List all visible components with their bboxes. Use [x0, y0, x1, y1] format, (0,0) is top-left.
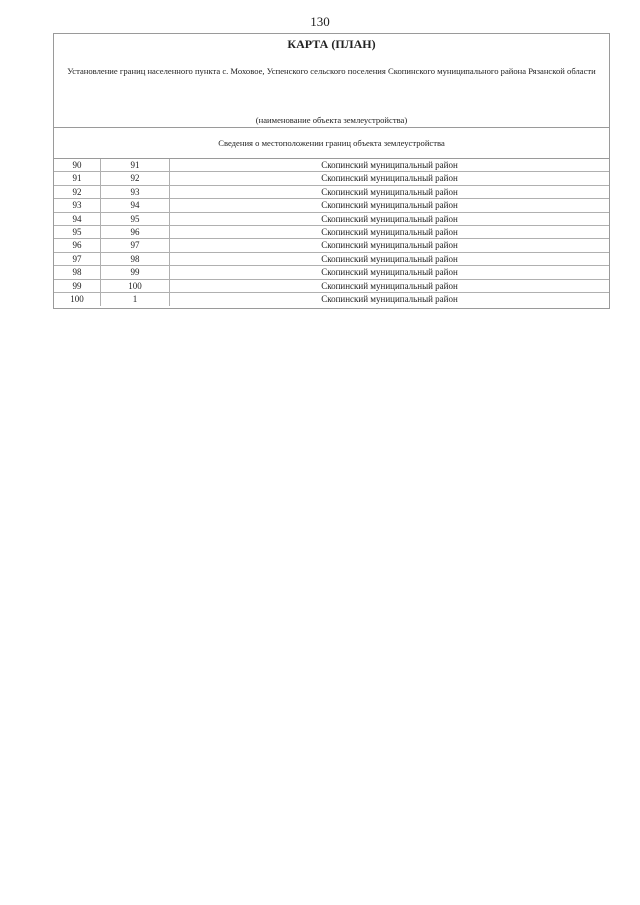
- point-from: 90: [54, 159, 101, 171]
- point-from: 91: [54, 172, 101, 184]
- point-to: 93: [101, 186, 170, 198]
- point-from: 92: [54, 186, 101, 198]
- boundary-description: Скопинский муниципальный район: [321, 200, 458, 211]
- boundary-description: Скопинский муниципальный район: [321, 160, 458, 170]
- point-from: 98: [54, 266, 101, 278]
- boundary-description: Скопинский муниципальный район: [321, 213, 458, 224]
- table-row: [54, 199, 609, 212]
- boundary-table: [54, 158, 609, 306]
- boundary-description: Скопинский муниципальный район: [321, 293, 458, 304]
- boundary-description: Скопинский муниципальный район: [321, 267, 458, 278]
- point-to: 92: [101, 172, 170, 184]
- point-to: 91: [101, 159, 170, 171]
- point-to: 96: [101, 226, 170, 238]
- boundary-description: Скопинский муниципальный район: [321, 226, 458, 237]
- point-to: 94: [101, 199, 170, 211]
- point-from: 93: [54, 199, 101, 211]
- section-divider: [54, 127, 609, 128]
- point-to: 98: [101, 253, 170, 265]
- boundary-description: Скопинский муниципальный район: [321, 253, 458, 264]
- point-from: 96: [54, 239, 101, 251]
- boundary-description: Скопинский муниципальный район: [321, 280, 458, 291]
- point-from: 100: [54, 293, 101, 306]
- point-to: 1: [101, 293, 170, 306]
- table-row: [54, 172, 609, 185]
- boundary-description: Скопинский муниципальный район: [321, 173, 458, 184]
- point-to: 100: [101, 280, 170, 292]
- point-to: 95: [101, 213, 170, 225]
- document-title: КАРТА (ПЛАН): [287, 37, 376, 51]
- table-row: [54, 280, 609, 293]
- table-row: [54, 186, 609, 199]
- table-row: [54, 159, 609, 172]
- page-number: 130: [310, 14, 330, 29]
- table-row: [54, 266, 609, 279]
- boundary-description: Скопинский муниципальный район: [321, 240, 458, 251]
- table-row: [54, 213, 609, 226]
- purpose-text: Установление границ населенного пункта с. Моховое, Успенского сельского поселения Скопинского муниципального района Рязанской области: [67, 66, 596, 76]
- point-to: 97: [101, 239, 170, 251]
- section-caption: Сведения о местоположении границ объекта землеустройства: [218, 138, 445, 148]
- point-from: 95: [54, 226, 101, 238]
- map-plan-frame: [53, 33, 610, 309]
- boundary-description: Скопинский муниципальный район: [321, 186, 458, 197]
- table-row: [54, 253, 609, 266]
- point-from: 97: [54, 253, 101, 265]
- table-row: [54, 293, 609, 306]
- point-from: 94: [54, 213, 101, 225]
- point-from: 99: [54, 280, 101, 292]
- point-to: 99: [101, 266, 170, 278]
- table-row: [54, 226, 609, 239]
- object-caption: (наименование объекта землеустройства): [255, 115, 408, 125]
- table-row: [54, 239, 609, 252]
